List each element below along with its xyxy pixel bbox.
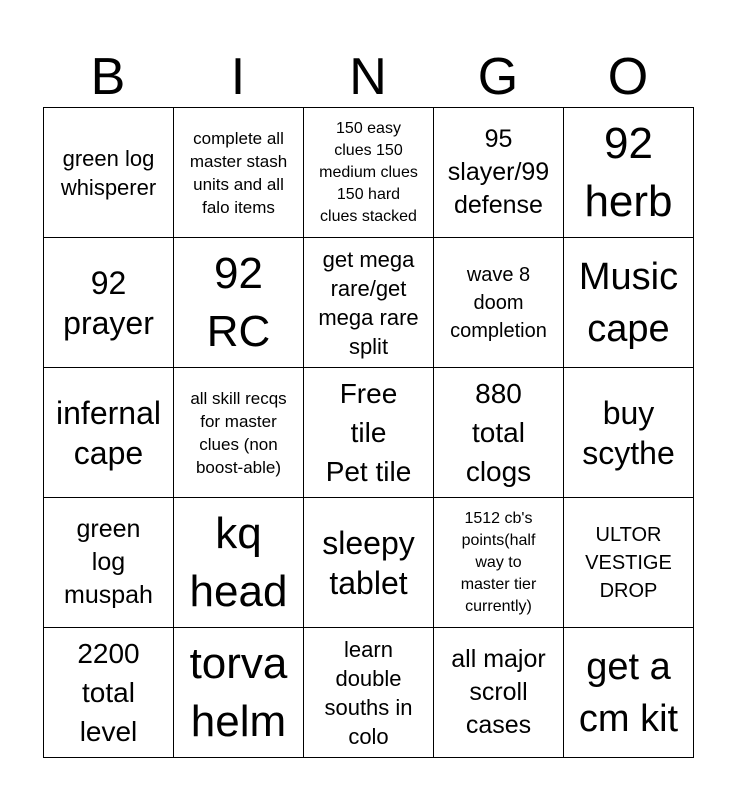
bingo-cell[interactable] <box>44 238 174 368</box>
bingo-cell[interactable] <box>434 238 564 368</box>
bingo-header <box>43 48 693 106</box>
bingo-cell-text: get a cm kit <box>578 645 679 740</box>
bingo-cell-text: kq head <box>189 508 288 616</box>
header-letter-n: N <box>349 48 387 106</box>
bingo-cell-text: torva helm <box>189 638 288 746</box>
header-letter-i: I <box>230 48 246 106</box>
bingo-cell-text: buy scythe <box>582 394 675 471</box>
bingo-cell[interactable] <box>304 498 434 628</box>
bingo-cell-text: sleepy tablet <box>322 524 415 601</box>
bingo-cell-text: green log muspah <box>64 515 153 609</box>
bingo-cell-text: get mega rare/get mega rare split <box>318 246 419 359</box>
bingo-cell[interactable] <box>304 108 434 238</box>
bingo-cell-text: Free tile Pet tile <box>325 378 412 487</box>
bingo-cell[interactable] <box>174 238 304 368</box>
bingo-cell-text: learn double souths in colo <box>324 636 413 749</box>
bingo-cell[interactable] <box>44 368 174 498</box>
bingo-cell[interactable] <box>174 498 304 628</box>
bingo-cell[interactable] <box>564 238 694 368</box>
bingo-cell[interactable] <box>304 368 434 498</box>
bingo-cell-text: Music cape <box>578 255 679 350</box>
bingo-cell-text: wave 8 doom completion <box>450 263 547 342</box>
bingo-cell-text: green log whisperer <box>60 145 157 200</box>
bingo-cell[interactable] <box>44 108 174 238</box>
bingo-cell-text: ULTOR VESTIGE DROP <box>585 523 672 602</box>
bingo-cell-text: 92 RC <box>206 248 271 356</box>
bingo-cell-text: complete all master stash units and all falo items <box>189 128 288 217</box>
bingo-cell-text: infernal cape <box>56 394 161 471</box>
bingo-cell[interactable] <box>304 238 434 368</box>
bingo-cell[interactable] <box>434 368 564 498</box>
bingo-cell-text: 95 slayer/99 defense <box>447 125 550 219</box>
bingo-cell-text: 92 prayer <box>63 264 154 341</box>
header-letter-g: G <box>477 48 519 106</box>
bingo-cell[interactable] <box>434 628 564 758</box>
bingo-cell[interactable] <box>434 498 564 628</box>
board-row <box>44 238 694 368</box>
bingo-cell-text: 1512 cb's points(half way to master tier currently) <box>460 509 537 615</box>
board-row <box>44 498 694 628</box>
bingo-cell-text: all major scroll cases <box>451 645 546 739</box>
bingo-cell[interactable] <box>564 368 694 498</box>
bingo-cell[interactable] <box>174 368 304 498</box>
bingo-cell[interactable] <box>174 108 304 238</box>
bingo-cell[interactable] <box>174 628 304 758</box>
bingo-cell-text: all skill recqs for master clues (non boost-able) <box>190 388 287 477</box>
bingo-cell[interactable] <box>564 498 694 628</box>
bingo-cell[interactable] <box>564 108 694 238</box>
bingo-cell[interactable] <box>44 628 174 758</box>
bingo-cell[interactable] <box>434 108 564 238</box>
board-row <box>44 368 694 498</box>
bingo-cell[interactable] <box>304 628 434 758</box>
bingo-cell-text: 92 herb <box>584 118 673 226</box>
board-row <box>44 108 694 238</box>
board-row <box>44 628 694 758</box>
bingo-cell[interactable] <box>44 498 174 628</box>
bingo-cell[interactable] <box>564 628 694 758</box>
header-letter-b: B <box>90 48 126 106</box>
bingo-cell-text: 150 easy clues 150 medium clues 150 hard clues stacked <box>319 119 418 225</box>
bingo-cell-text: 2200 total level <box>77 638 140 747</box>
header-letter-o: O <box>607 48 649 106</box>
bingo-board <box>43 107 694 758</box>
bingo-cell-text: 880 total clogs <box>465 378 532 487</box>
